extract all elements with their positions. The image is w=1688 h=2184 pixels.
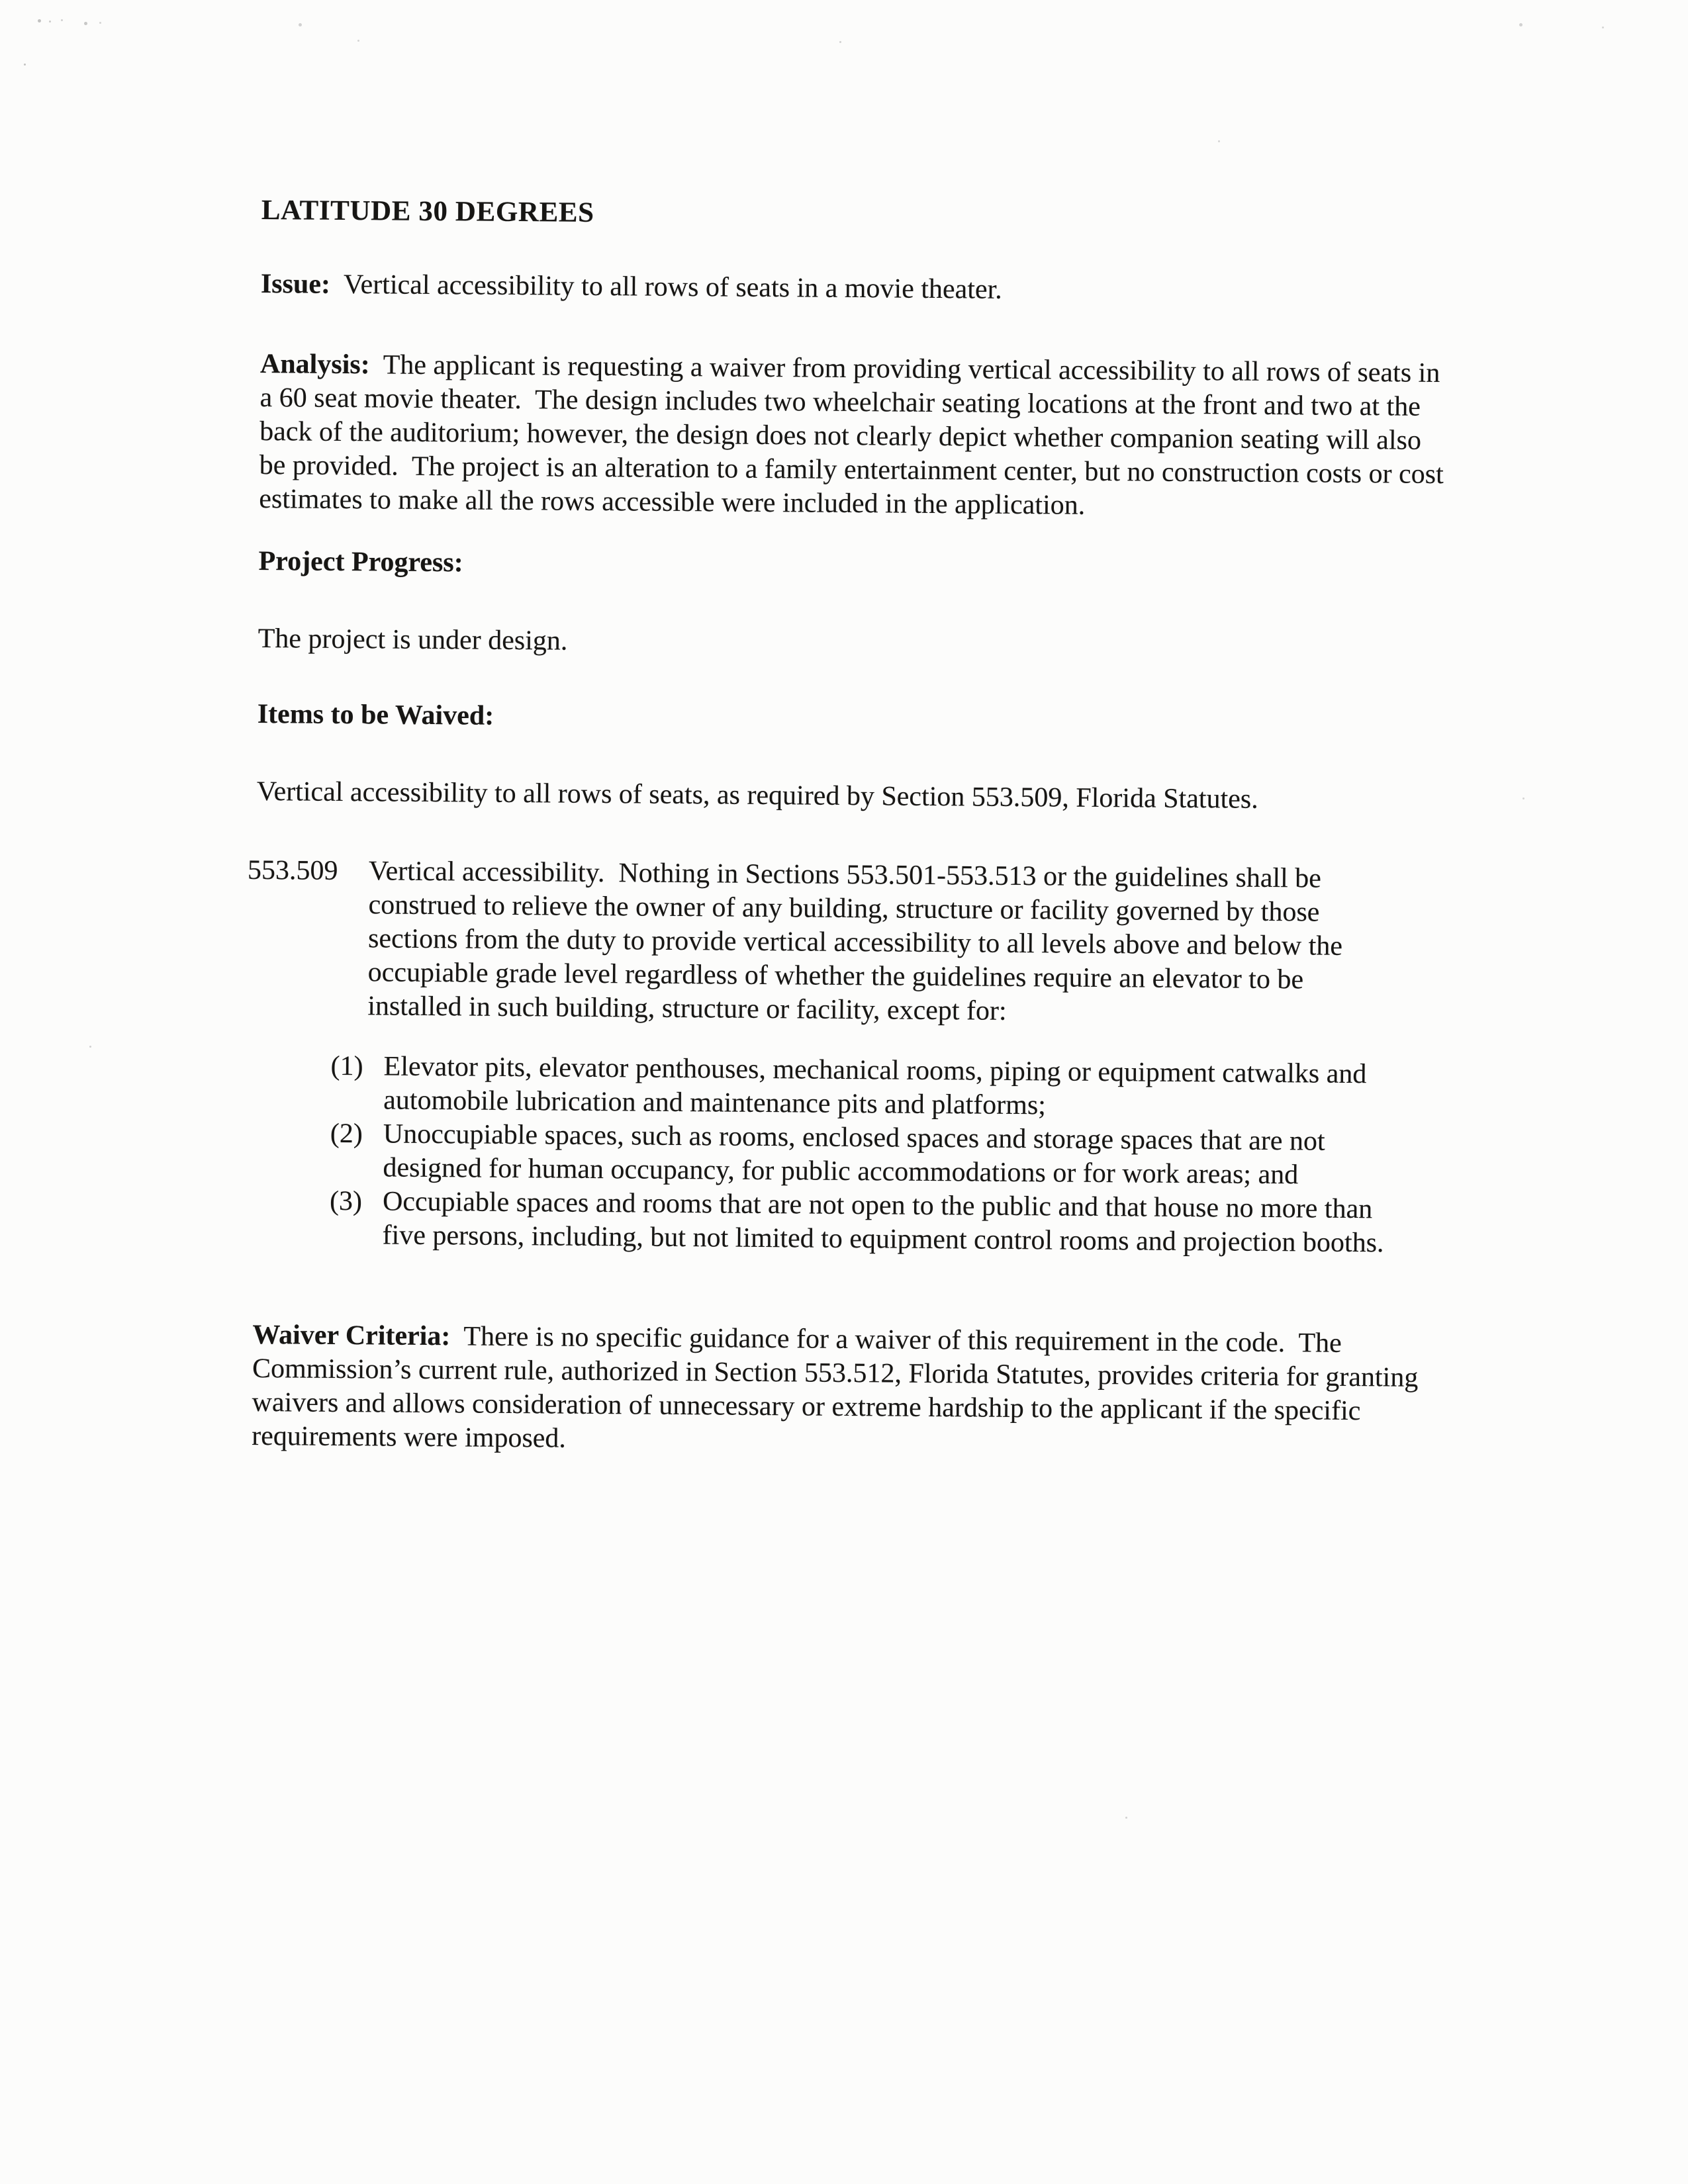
statute-exceptions-list: [329, 1050, 1452, 1261]
statute-section: [246, 854, 1454, 1032]
analysis-label: Analysis:: [259, 348, 370, 381]
items-to-be-waived-text: Vertical accessibility to all rows of seats, as required by Section 553.509, Florida Statutes.: [256, 776, 1258, 815]
project-progress-heading: Project Progress:: [258, 545, 463, 578]
list-marker: (1): [330, 1050, 363, 1082]
list-item-text: Occupiable spaces and rooms that are not open to the public and that house no more than five persons, including, but not limited to equipment control rooms and projection booths.: [382, 1186, 1384, 1259]
document-content: [247, 193, 1460, 1463]
issue-paragraph: [261, 267, 1449, 310]
issue-text: Vertical accessibility to all rows of seats in a movie theater.: [343, 269, 1002, 305]
waiver-criteria-text: There is no specific guidance for a waiver of this requirement in the code. The Commission’s current rule, authorized in Section 553.512, Florida Statutes, provides criteria for granting waivers and allows consideration of unnecessary or extreme hardship to the applicant if the specific requirements were imposed.: [252, 1321, 1426, 1454]
scan-noise-specks: [0, 0, 2, 2]
statute-number: 553.509: [247, 854, 338, 886]
list-marker: (2): [330, 1118, 363, 1150]
items-to-be-waived-heading: Items to be Waived:: [257, 698, 494, 731]
issue-label: Issue:: [260, 268, 331, 300]
list-item-text: Unoccupiable spaces, such as rooms, enclosed spaces and storage spaces that are not designed for human occupancy, for public accommodations or for work areas; and: [383, 1118, 1325, 1191]
analysis-paragraph: [259, 347, 1451, 525]
list-marker: (3): [329, 1185, 363, 1217]
list-item: [329, 1185, 1452, 1261]
list-item: [330, 1117, 1452, 1193]
analysis-text: The applicant is requesting a waiver from providing vertical accessibility to all rows of seats in a 60 seat movie theater. The design includes two wheelchair seating locations at the front and two at the back of the auditorium; however, the design does not clearly depict whether companion seating will also be provided. The project is an alteration to a family entertainment center, but no construction costs or cost estimates to make all the rows accessible were included in the application.: [259, 349, 1451, 521]
waiver-criteria-paragraph: [252, 1318, 1441, 1463]
list-item-text: Elevator pits, elevator penthouses, mechanical rooms, piping or equipment catwalks and automobile lubrication and maintenance pits and platforms;: [383, 1051, 1367, 1121]
waiver-criteria-label: Waiver Criteria:: [252, 1319, 451, 1352]
statute-text: Vertical accessibility. Nothing in Sections 553.501-553.513 or the guidelines shall be construed to relieve the owner of any building, structure or facility governed by those sections from the duty to provide vertical accessibility to all levels above and below the occupiable grade level regardless of whether the guidelines require an elevator to be installed in such building, structure or facility, except for:: [367, 856, 1350, 1026]
document-title: LATITUDE 30 DEGREES: [261, 194, 594, 228]
project-progress-text: The project is under design.: [258, 623, 568, 657]
list-item: [330, 1050, 1453, 1126]
